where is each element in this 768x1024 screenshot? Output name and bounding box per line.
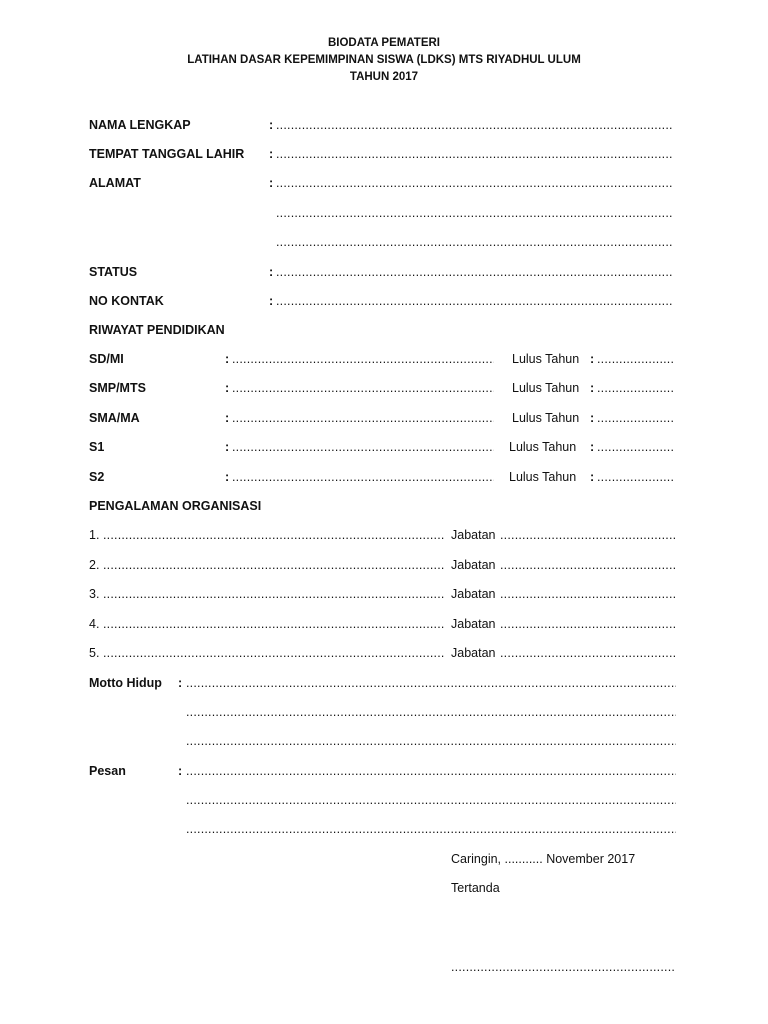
edu-school-field[interactable]: [232, 381, 494, 395]
org-name-field[interactable]: [103, 646, 445, 660]
lulus-year-field[interactable]: [597, 440, 673, 454]
pesan-field-line3[interactable]: [186, 822, 676, 836]
lulus-colon: :: [590, 440, 595, 454]
jabatan-label: Jabatan: [451, 646, 496, 660]
lulus-year-field[interactable]: [597, 381, 673, 395]
jabatan-field[interactable]: [500, 558, 676, 572]
org-number: 1.: [89, 528, 100, 542]
doc-subtitle: LATIHAN DASAR KEPEMIMPINAN SISWA (LDKS) MTS RIYADHUL ULUM: [187, 54, 581, 66]
jabatan-label: Jabatan: [451, 587, 496, 601]
organization-title: PENGALAMAN ORGANISASI: [89, 499, 262, 513]
jabatan-field[interactable]: [500, 528, 676, 542]
pesan-label: Pesan: [89, 764, 126, 778]
org-name-field[interactable]: [103, 558, 445, 572]
signature-name-field[interactable]: [451, 960, 674, 974]
org-number: 4.: [89, 617, 100, 631]
lulus-year-field[interactable]: [597, 411, 673, 425]
ttl-field[interactable]: [276, 147, 673, 161]
edu-level-label: SMA/MA: [89, 411, 140, 425]
kontak-label: NO KONTAK: [89, 294, 164, 308]
signature-place: Caringin,: [451, 852, 502, 866]
alamat-field-line3[interactable]: [276, 235, 673, 249]
alamat-field-line2[interactable]: [276, 206, 673, 220]
edu-colon: :: [225, 440, 230, 454]
org-number: 5.: [89, 646, 100, 660]
signature-tertanda: Tertanda: [451, 881, 500, 895]
signature-date-dots[interactable]: ...........: [504, 852, 543, 866]
edu-school-field[interactable]: [232, 352, 494, 366]
org-name-field[interactable]: [103, 617, 445, 631]
status-colon: :: [269, 265, 274, 279]
ttl-colon: :: [269, 147, 274, 161]
lulus-label: Lulus Tahun: [509, 440, 577, 454]
jabatan-field[interactable]: [500, 617, 676, 631]
signature-month-year: November 2017: [546, 852, 636, 866]
pesan-field-line1[interactable]: [186, 764, 676, 778]
org-name-field[interactable]: [103, 528, 445, 542]
jabatan-label: Jabatan: [451, 558, 496, 572]
edu-level-label: SMP/MTS: [89, 381, 146, 395]
edu-colon: :: [225, 381, 230, 395]
edu-school-field[interactable]: [232, 470, 494, 484]
kontak-colon: :: [269, 294, 274, 308]
nama-label: NAMA LENGKAP: [89, 118, 191, 132]
lulus-colon: :: [590, 470, 595, 484]
lulus-colon: :: [590, 381, 595, 395]
org-number: 2.: [89, 558, 100, 572]
kontak-field[interactable]: [276, 294, 673, 308]
jabatan-label: Jabatan: [451, 528, 496, 542]
jabatan-field[interactable]: [500, 646, 676, 660]
motto-field-line1[interactable]: [186, 676, 676, 690]
edu-colon: :: [225, 352, 230, 366]
edu-level-label: S2: [89, 470, 105, 484]
lulus-label: Lulus Tahun: [509, 470, 577, 484]
ttl-label: TEMPAT TANGGAL LAHIR: [89, 147, 245, 161]
status-field[interactable]: [276, 265, 673, 279]
motto-field-line2[interactable]: [186, 705, 676, 719]
jabatan-field[interactable]: [500, 587, 676, 601]
motto-field-line3[interactable]: [186, 734, 676, 748]
lulus-label: Lulus Tahun: [512, 381, 580, 395]
edu-level-label: S1: [89, 440, 105, 454]
alamat-field-line1[interactable]: [276, 176, 673, 190]
jabatan-label: Jabatan: [451, 617, 496, 631]
lulus-label: Lulus Tahun: [512, 352, 580, 366]
org-name-field[interactable]: [103, 587, 445, 601]
signature-place-date: [451, 852, 635, 866]
edu-school-field[interactable]: [232, 411, 494, 425]
alamat-colon: :: [269, 176, 274, 190]
pesan-field-line2[interactable]: [186, 793, 676, 807]
edu-colon: :: [225, 411, 230, 425]
org-number: 3.: [89, 587, 100, 601]
lulus-year-field[interactable]: [597, 470, 673, 484]
motto-colon: :: [178, 676, 183, 690]
doc-title: BIODATA PEMATERI: [327, 37, 440, 49]
nama-field[interactable]: [276, 118, 673, 132]
motto-label: Motto Hidup: [89, 676, 162, 690]
status-label: STATUS: [89, 265, 138, 279]
edu-school-field[interactable]: [232, 440, 494, 454]
lulus-year-field[interactable]: [597, 352, 673, 366]
lulus-label: Lulus Tahun: [512, 411, 580, 425]
lulus-colon: :: [590, 411, 595, 425]
edu-colon: :: [225, 470, 230, 484]
edu-level-label: SD/MI: [89, 352, 124, 366]
alamat-label: ALAMAT: [89, 176, 141, 190]
doc-year: TAHUN 2017: [349, 71, 419, 83]
education-title: RIWAYAT PENDIDIKAN: [89, 323, 225, 337]
nama-colon: :: [269, 118, 274, 132]
pesan-colon: :: [178, 764, 183, 778]
lulus-colon: :: [590, 352, 595, 366]
